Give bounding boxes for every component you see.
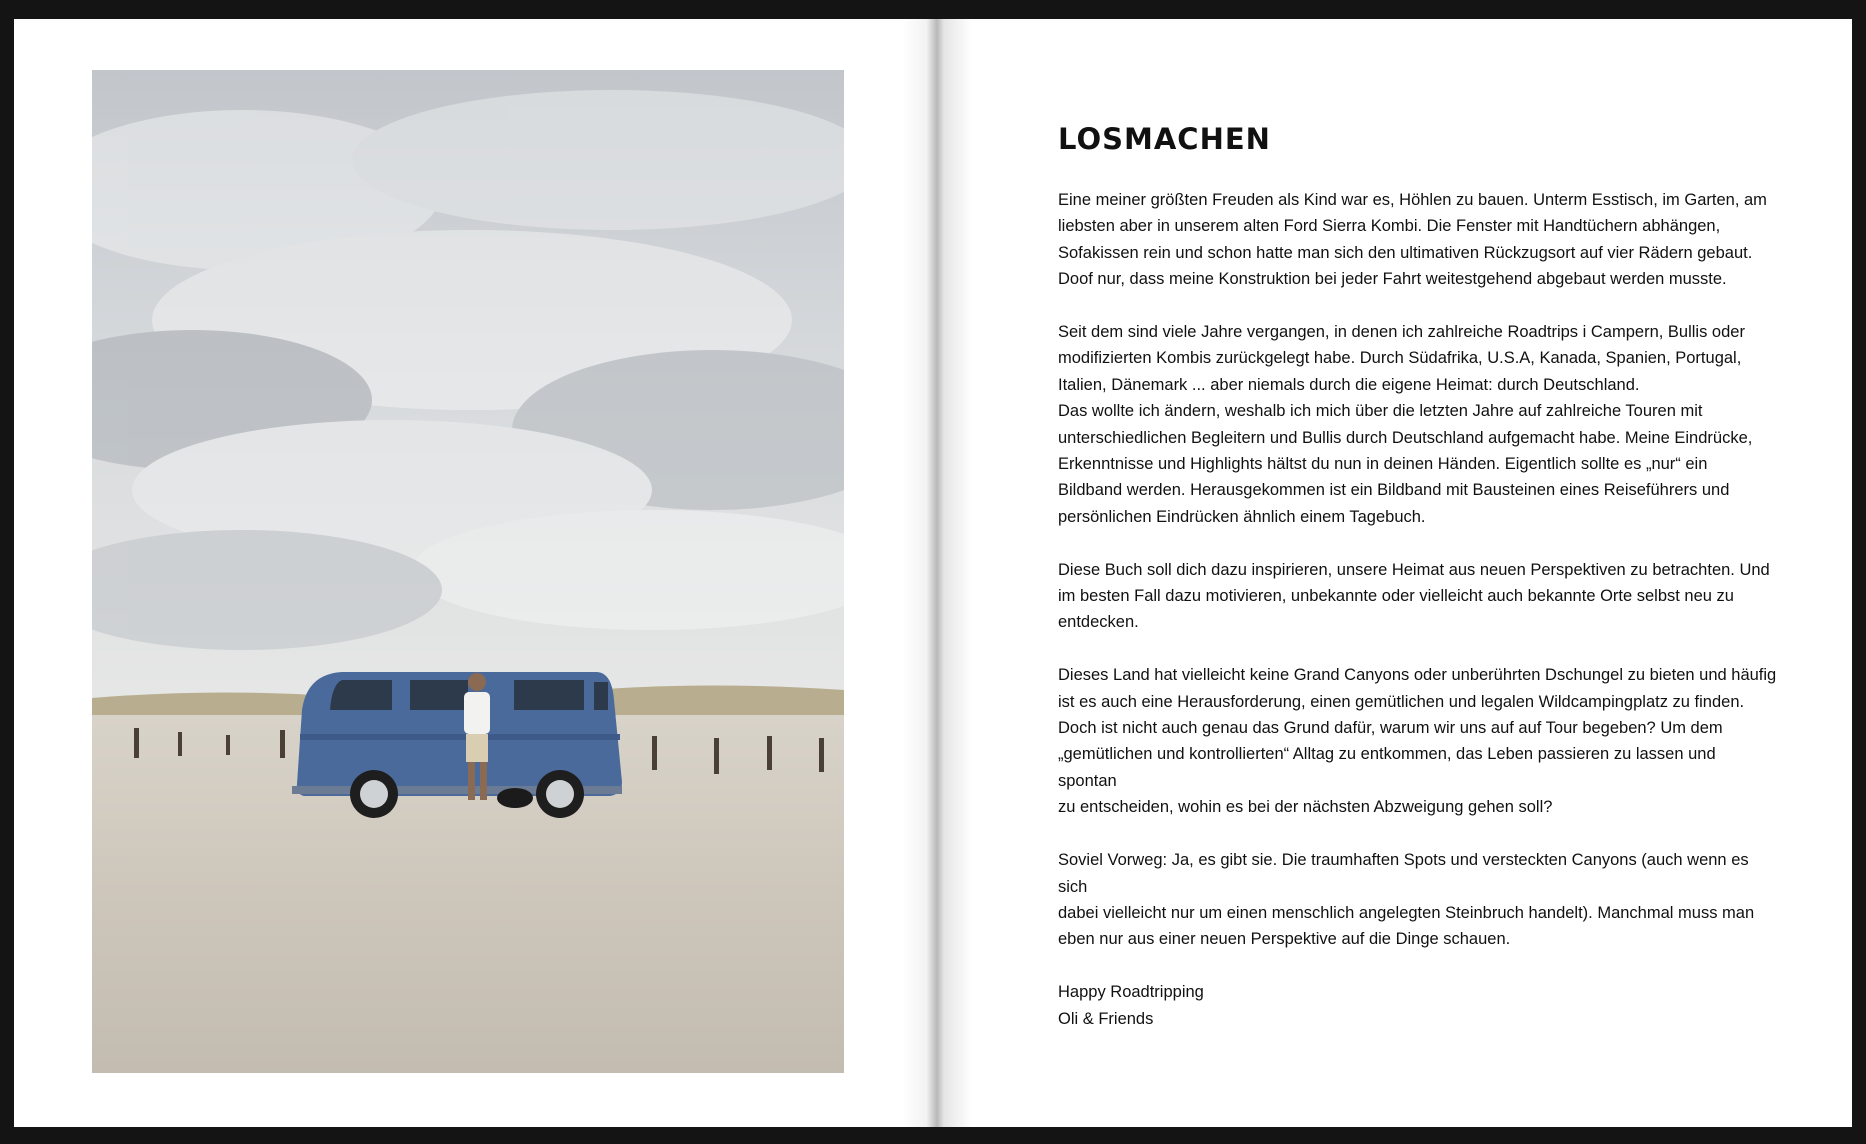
beach-van-photo bbox=[92, 70, 844, 1073]
left-page bbox=[14, 19, 932, 1127]
book-spread bbox=[14, 19, 1852, 1127]
paragraph-4: Dieses Land hat vielleicht keine Grand Canyons oder unberührten Dschungel zu bieten und häufig ist es auch eine Herausforderung, einen gemütlichen und legalen Wildcampingplatz zu finden. Doch ist nicht auch genau das Grund dafür, warum wir uns auf auf Tour begeben? Um dem „gemütlichen und kontrollierten“ Alltag zu entkommen, das Leben passieren zu lassen und spontan zu entscheiden, wohin es bei der nächsten Abzweigung gehen soll? bbox=[1058, 666, 1777, 817]
photo-illustration bbox=[92, 70, 844, 1073]
paragraph-5: Soviel Vorweg: Ja, es gibt sie. Die traumhaften Spots und versteckten Canyons (auch wenn es sich dabei vielleicht nur um einen menschlich angelegten Steinbruch handelt). Manchmal muss man eben nur aus einer neuen Perspektive auf die Dinge schauen. bbox=[1058, 851, 1755, 949]
paragraph-3: Diese Buch soll dich dazu inspirieren, unsere Heimat aus neuen Perspektiven zu betrachten. Und im besten Fall dazu motivieren, unbekannte oder vielleicht auch bekannte Orte selbst neu zu entdecken. bbox=[1058, 560, 1770, 632]
clouds bbox=[92, 90, 844, 650]
signoff-line-2: Oli & Friends bbox=[1058, 1009, 1154, 1028]
paragraph-2: Seit dem sind viele Jahre vergangen, in denen ich zahlreiche Roadtrips i Campern, Bullis oder modifizierten Kombis zurückgelegt habe. Durch Südafrika, U.S.A, Kanada, Spanien, Portugal, Italien, Dänemark ... aber niemals durch die eigene Heimat: durch Deutschland. Das wollte ich ändern, weshalb ich mich über die letzten Jahre auf zahlreiche Touren mit unterschiedlichen Begleitern und Bullis durch Deutschland aufgemacht habe. Meine Eindrücke, Erkenntnisse und Highlights hältst du nun in deinen Händen. Eigentlich sollte es „nur“ ein Bildband werden. Herausgekommen ist ein Bildband mit Bausteinen eines Reiseführers und persönlichen Eindrücken ähnlich einem Tagebuch. bbox=[1058, 323, 1753, 526]
right-page bbox=[932, 19, 1852, 1127]
text-column bbox=[1058, 121, 1778, 1032]
chapter-heading: LOSMACHEN bbox=[1058, 122, 1271, 156]
paragraph-1: Eine meiner größten Freuden als Kind war es, Höhlen zu bauen. Unterm Esstisch, im Garten, am liebsten aber in unserem alten Ford Sierra Kombi. Die Fenster mit Handtüchern abhängen, Sofakissen rein und schon hatte man sich den ultimativen Rückzugsort auf vier Rädern gebaut. Doof nur, dass meine Konstruktion bei jeder Fahrt weitestgehend abgebaut werden musste. bbox=[1058, 191, 1767, 289]
dog bbox=[497, 788, 533, 808]
signoff-line-1: Happy Roadtripping bbox=[1058, 983, 1204, 1002]
